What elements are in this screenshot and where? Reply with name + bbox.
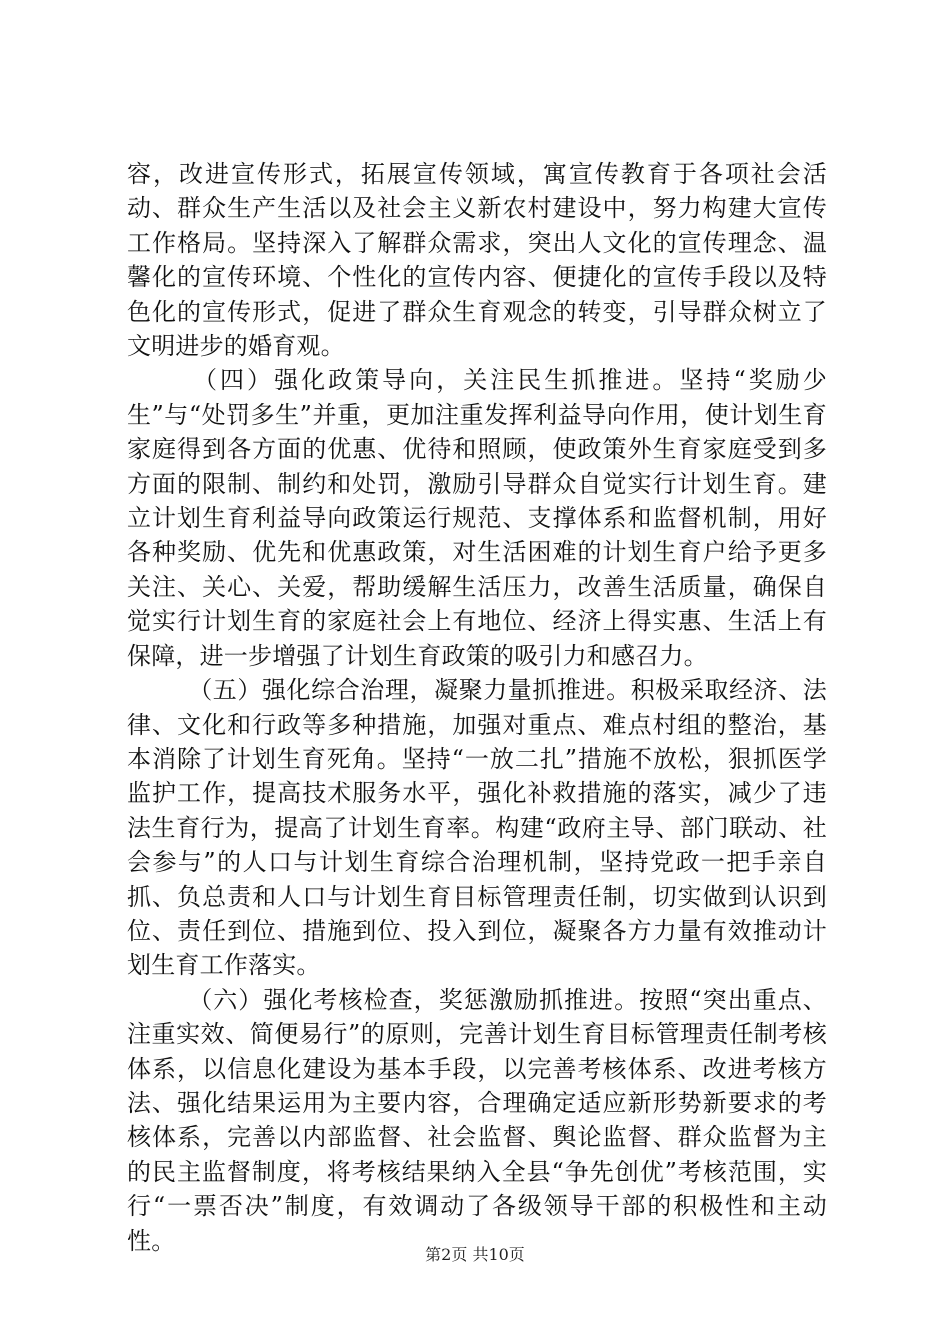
paragraph-section-6-assessment: （六）强化考核检查，奖惩激励抓推进。按照“突出重点、注重实效、简便易行”的原则，完善计划生育目标管理责任制考核体系，以信息化建设为基本手段，以完善考核体系、改进考核方法、强化结果运用为主要内容，合理确定适应新形势新要求的考核体系，完善以内部监督、社会监督、舆论监督、群众监督为主的民主监督制度，将考核结果纳入全县“争先创优”考核范围，实行“一票否决”制度，有效调动了各级领导干部的积极性和主动性。: [127, 985, 827, 1255]
paragraph-propaganda-continued: 容，改进宣传形式，拓展宣传领域，寓宣传教育于各项社会活动、群众生产生活以及社会主义新农村建设中，努力构建大宣传工作格局。坚持深入了解群众需求，突出人文化的宣传理念、温馨化的宣传环境、个性化的宣传内容、便捷化的宣传手段以及特色化的宣传形式，促进了群众生育观念的转变，引导群众树立了文明进步的婚育观。: [127, 160, 827, 361]
page-number-footer: 第2页 共10页: [425, 1245, 525, 1264]
document-body: [127, 157, 827, 1258]
paragraph-section-4-policy-guidance: （四）强化政策导向，关注民生抓推进。坚持“奖励少生”与“处罚多生”并重，更加注重发挥利益导向作用，使计划生育家庭得到各方面的优惠、优待和照顾，使政策外生育家庭受到多方面的限制、制约和处罚，激励引导群众自觉实行计划生育。建立计划生育利益导向政策运行规范、支撑体系和监督机制，用好各种奖励、优先和优惠政策，对生活困难的计划生育户给予更多关注、关心、关爱，帮助缓解生活压力，改善生活质量，确保自觉实行计划生育的家庭社会上有地位、经济上得实惠、生活上有保障，进一步增强了计划生育政策的吸引力和感召力。: [127, 366, 827, 670]
paragraph-section-5-comprehensive-governance: （五）强化综合治理，凝聚力量抓推进。积极采取经济、法律、文化和行政等多种措施，加强对重点、难点村组的整治，基本消除了计划生育死角。坚持“一放二扎”措施不放松，狠抓医学监护工作，提高技术服务水平，强化补救措施的落实，减少了违法生育行为，提高了计划生育率。构建“政府主导、部门联动、社会参与”的人口与计划生育综合治理机制，坚持党政一把手亲自抓、负总责和人口与计划生育目标管理责任制，切实做到认识到位、责任到位、措施到位、投入到位，凝聚各方力量有效推动计划生育工作落实。: [127, 676, 827, 980]
